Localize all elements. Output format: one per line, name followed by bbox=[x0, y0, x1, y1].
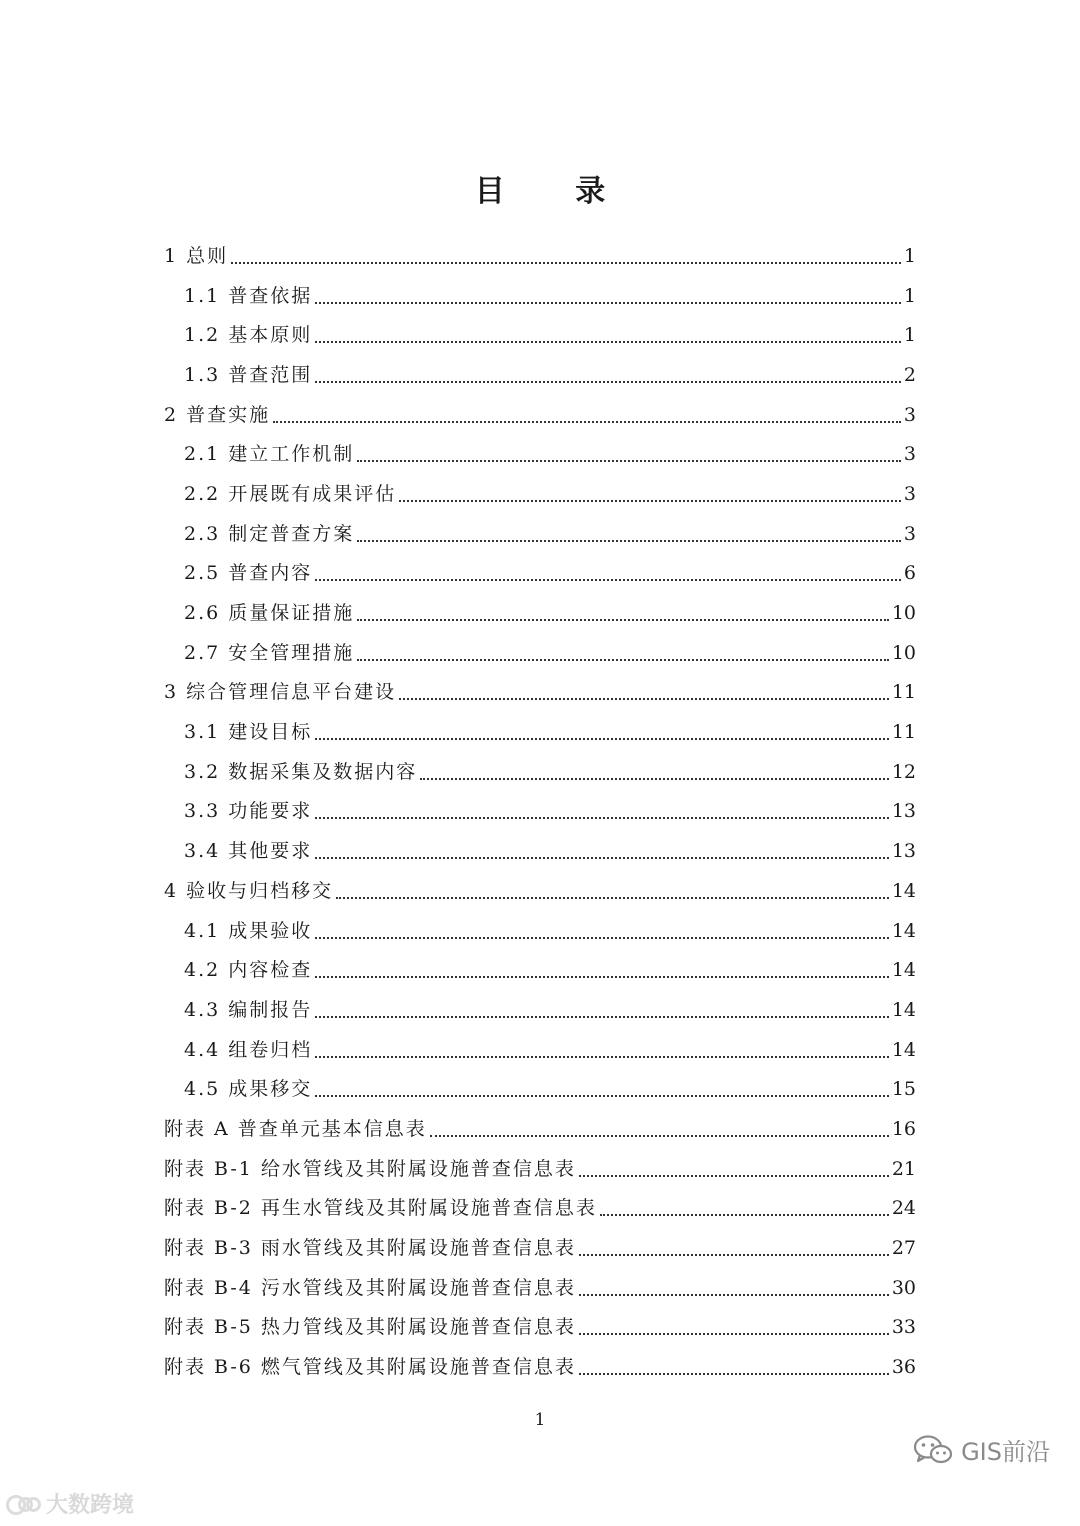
toc-leader-dots bbox=[399, 500, 901, 502]
toc-leader-dots bbox=[600, 1214, 889, 1216]
toc-entry-page: 1 bbox=[903, 284, 916, 307]
toc-entry-label: 附表 B-5 热力管线及其附属设施普查信息表 bbox=[164, 1316, 576, 1339]
toc-leader-dots bbox=[430, 1135, 889, 1137]
toc-entry[interactable] bbox=[164, 871, 916, 911]
toc-entry-label: 4.3 编制报告 bbox=[184, 998, 313, 1021]
toc-leader-dots bbox=[579, 1175, 889, 1177]
toc-entry-label: 1.2 基本原则 bbox=[184, 324, 313, 347]
toc-entry[interactable] bbox=[164, 831, 916, 871]
toc-leader-dots bbox=[315, 738, 889, 740]
toc-entry[interactable] bbox=[164, 792, 916, 832]
toc-entry-label: 2.1 建立工作机制 bbox=[184, 443, 355, 466]
toc-entry[interactable] bbox=[164, 474, 916, 514]
wechat-icon bbox=[913, 1434, 953, 1466]
toc-entry-page: 10 bbox=[891, 641, 916, 664]
toc-leader-dots bbox=[315, 817, 889, 819]
toc-leader-dots bbox=[357, 460, 901, 462]
toc-entry-label: 2.5 普查内容 bbox=[184, 562, 313, 585]
toc-entry[interactable] bbox=[164, 1030, 916, 1070]
toc-entry-page: 15 bbox=[891, 1078, 916, 1101]
toc-entry-label: 4.4 组卷归档 bbox=[184, 1038, 313, 1061]
toc-leader-dots bbox=[336, 897, 889, 899]
toc-entry[interactable] bbox=[164, 514, 916, 554]
toc-entry[interactable] bbox=[164, 315, 916, 355]
toc-entry[interactable] bbox=[164, 752, 916, 792]
toc-entry-label: 附表 B-4 污水管线及其附属设施普查信息表 bbox=[164, 1276, 576, 1299]
toc-leader-dots bbox=[420, 778, 889, 780]
toc-entry-page: 3 bbox=[903, 443, 916, 466]
toc-leader-dots bbox=[273, 421, 901, 423]
toc-leader-dots bbox=[315, 341, 901, 343]
toc-entry-page: 14 bbox=[891, 879, 916, 902]
toc-entry[interactable] bbox=[164, 1149, 916, 1189]
toc-leader-dots bbox=[315, 1095, 889, 1097]
toc-entry-label: 3.1 建设目标 bbox=[184, 721, 313, 744]
toc-entry[interactable] bbox=[164, 1109, 916, 1149]
toc-entry[interactable] bbox=[164, 911, 916, 951]
toc-entry-label: 4.2 内容检查 bbox=[184, 959, 313, 982]
toc-entry-page: 13 bbox=[891, 840, 916, 863]
toc-entry-label: 2.7 安全管理措施 bbox=[184, 641, 355, 664]
toc-entry-label: 4.5 成果移交 bbox=[184, 1078, 313, 1101]
toc-entry[interactable] bbox=[164, 355, 916, 395]
toc-entry-page: 36 bbox=[891, 1356, 916, 1379]
toc-leader-dots bbox=[399, 698, 889, 700]
toc-leader-dots bbox=[357, 540, 901, 542]
toc-entry-label: 附表 B-3 雨水管线及其附属设施普查信息表 bbox=[164, 1237, 576, 1260]
toc-entry-page: 12 bbox=[891, 760, 916, 783]
toc-entry[interactable] bbox=[164, 593, 916, 633]
toc-entry[interactable] bbox=[164, 554, 916, 594]
toc-entry-page: 30 bbox=[891, 1276, 916, 1299]
toc-leader-dots bbox=[315, 579, 901, 581]
toc-entry[interactable] bbox=[164, 633, 916, 673]
toc-entry-page: 11 bbox=[891, 681, 916, 704]
table-of-contents bbox=[164, 236, 916, 1387]
toc-entry-label: 附表 B-2 再生水管线及其附属设施普查信息表 bbox=[164, 1197, 597, 1220]
toc-entry-page: 13 bbox=[891, 800, 916, 823]
toc-entry-label: 3.2 数据采集及数据内容 bbox=[184, 760, 418, 783]
watermark-left bbox=[6, 1488, 134, 1519]
toc-entry-label: 4 验收与归档移交 bbox=[164, 879, 334, 902]
toc-entry-label: 2.2 开展既有成果评估 bbox=[184, 482, 397, 505]
toc-entry[interactable] bbox=[164, 276, 916, 316]
toc-leader-dots bbox=[579, 1373, 889, 1375]
toc-leader-dots bbox=[315, 302, 901, 304]
toc-entry-label: 2.3 制定普查方案 bbox=[184, 522, 355, 545]
toc-entry-page: 14 bbox=[891, 919, 916, 942]
toc-entry-page: 6 bbox=[903, 562, 916, 585]
toc-entry-page: 33 bbox=[891, 1316, 916, 1339]
toc-entry[interactable] bbox=[164, 1268, 916, 1308]
toc-entry-page: 3 bbox=[903, 522, 916, 545]
toc-entry-page: 10 bbox=[891, 602, 916, 625]
toc-entry-label: 附表 A 普查单元基本信息表 bbox=[164, 1117, 427, 1140]
toc-entry-label: 附表 B-1 给水管线及其附属设施普查信息表 bbox=[164, 1157, 576, 1180]
page-title: 目 录 bbox=[474, 174, 636, 209]
toc-leader-dots bbox=[315, 857, 889, 859]
toc-entry[interactable] bbox=[164, 395, 916, 435]
toc-entry-label: 1 总则 bbox=[164, 244, 229, 267]
toc-entry-page: 14 bbox=[891, 959, 916, 982]
toc-leader-dots bbox=[579, 1333, 889, 1335]
toc-entry-page: 14 bbox=[891, 1038, 916, 1061]
toc-entry-page: 16 bbox=[891, 1117, 916, 1140]
toc-entry-label: 2.6 质量保证措施 bbox=[184, 602, 355, 625]
toc-entry-label: 附表 B-6 燃气管线及其附属设施普查信息表 bbox=[164, 1356, 576, 1379]
toc-entry[interactable] bbox=[164, 1347, 916, 1387]
toc-entry[interactable] bbox=[164, 1228, 916, 1268]
toc-entry-label: 3.4 其他要求 bbox=[184, 840, 313, 863]
toc-leader-dots bbox=[315, 937, 889, 939]
toc-leader-dots bbox=[579, 1294, 889, 1296]
camera-logo-icon bbox=[6, 1491, 40, 1517]
toc-entry[interactable] bbox=[164, 236, 916, 276]
toc-leader-dots bbox=[357, 619, 889, 621]
toc-entry-label: 3 综合管理信息平台建设 bbox=[164, 681, 397, 704]
toc-leader-dots bbox=[231, 262, 901, 264]
toc-entry-page: 1 bbox=[903, 324, 916, 347]
toc-entry-page: 11 bbox=[891, 721, 916, 744]
toc-leader-dots bbox=[579, 1254, 889, 1256]
toc-entry[interactable] bbox=[164, 1189, 916, 1229]
toc-entry-page: 1 bbox=[903, 244, 916, 267]
watermark-right-text: GIS前沿 bbox=[961, 1438, 1050, 1466]
toc-entry-page: 14 bbox=[891, 998, 916, 1021]
toc-entry[interactable] bbox=[164, 434, 916, 474]
toc-entry-page: 24 bbox=[891, 1197, 916, 1220]
toc-leader-dots bbox=[357, 659, 889, 661]
toc-entry[interactable] bbox=[164, 1308, 916, 1348]
toc-entry-page: 27 bbox=[891, 1237, 916, 1260]
toc-entry-page: 21 bbox=[891, 1157, 916, 1180]
toc-entry[interactable] bbox=[164, 712, 916, 752]
toc-leader-dots bbox=[315, 381, 901, 383]
page-number: 1 bbox=[534, 1410, 546, 1430]
toc-leader-dots bbox=[315, 1016, 889, 1018]
toc-leader-dots bbox=[315, 976, 889, 978]
toc-leader-dots bbox=[315, 1056, 889, 1058]
toc-entry-label: 4.1 成果验收 bbox=[184, 919, 313, 942]
toc-entry-label: 1.3 普查范围 bbox=[184, 363, 313, 386]
toc-entry[interactable] bbox=[164, 1069, 916, 1109]
toc-entry-label: 1.1 普查依据 bbox=[184, 284, 313, 307]
watermark-left-text: 大数跨境 bbox=[46, 1493, 135, 1518]
toc-entry[interactable] bbox=[164, 990, 916, 1030]
toc-entry-page: 3 bbox=[903, 482, 916, 505]
toc-entry-page: 2 bbox=[903, 363, 916, 386]
toc-entry[interactable] bbox=[164, 950, 916, 990]
toc-entry-page: 3 bbox=[903, 403, 916, 426]
toc-entry[interactable] bbox=[164, 673, 916, 713]
watermark-right bbox=[913, 1432, 1050, 1467]
toc-entry-label: 2 普查实施 bbox=[164, 403, 271, 426]
toc-entry-label: 3.3 功能要求 bbox=[184, 800, 313, 823]
